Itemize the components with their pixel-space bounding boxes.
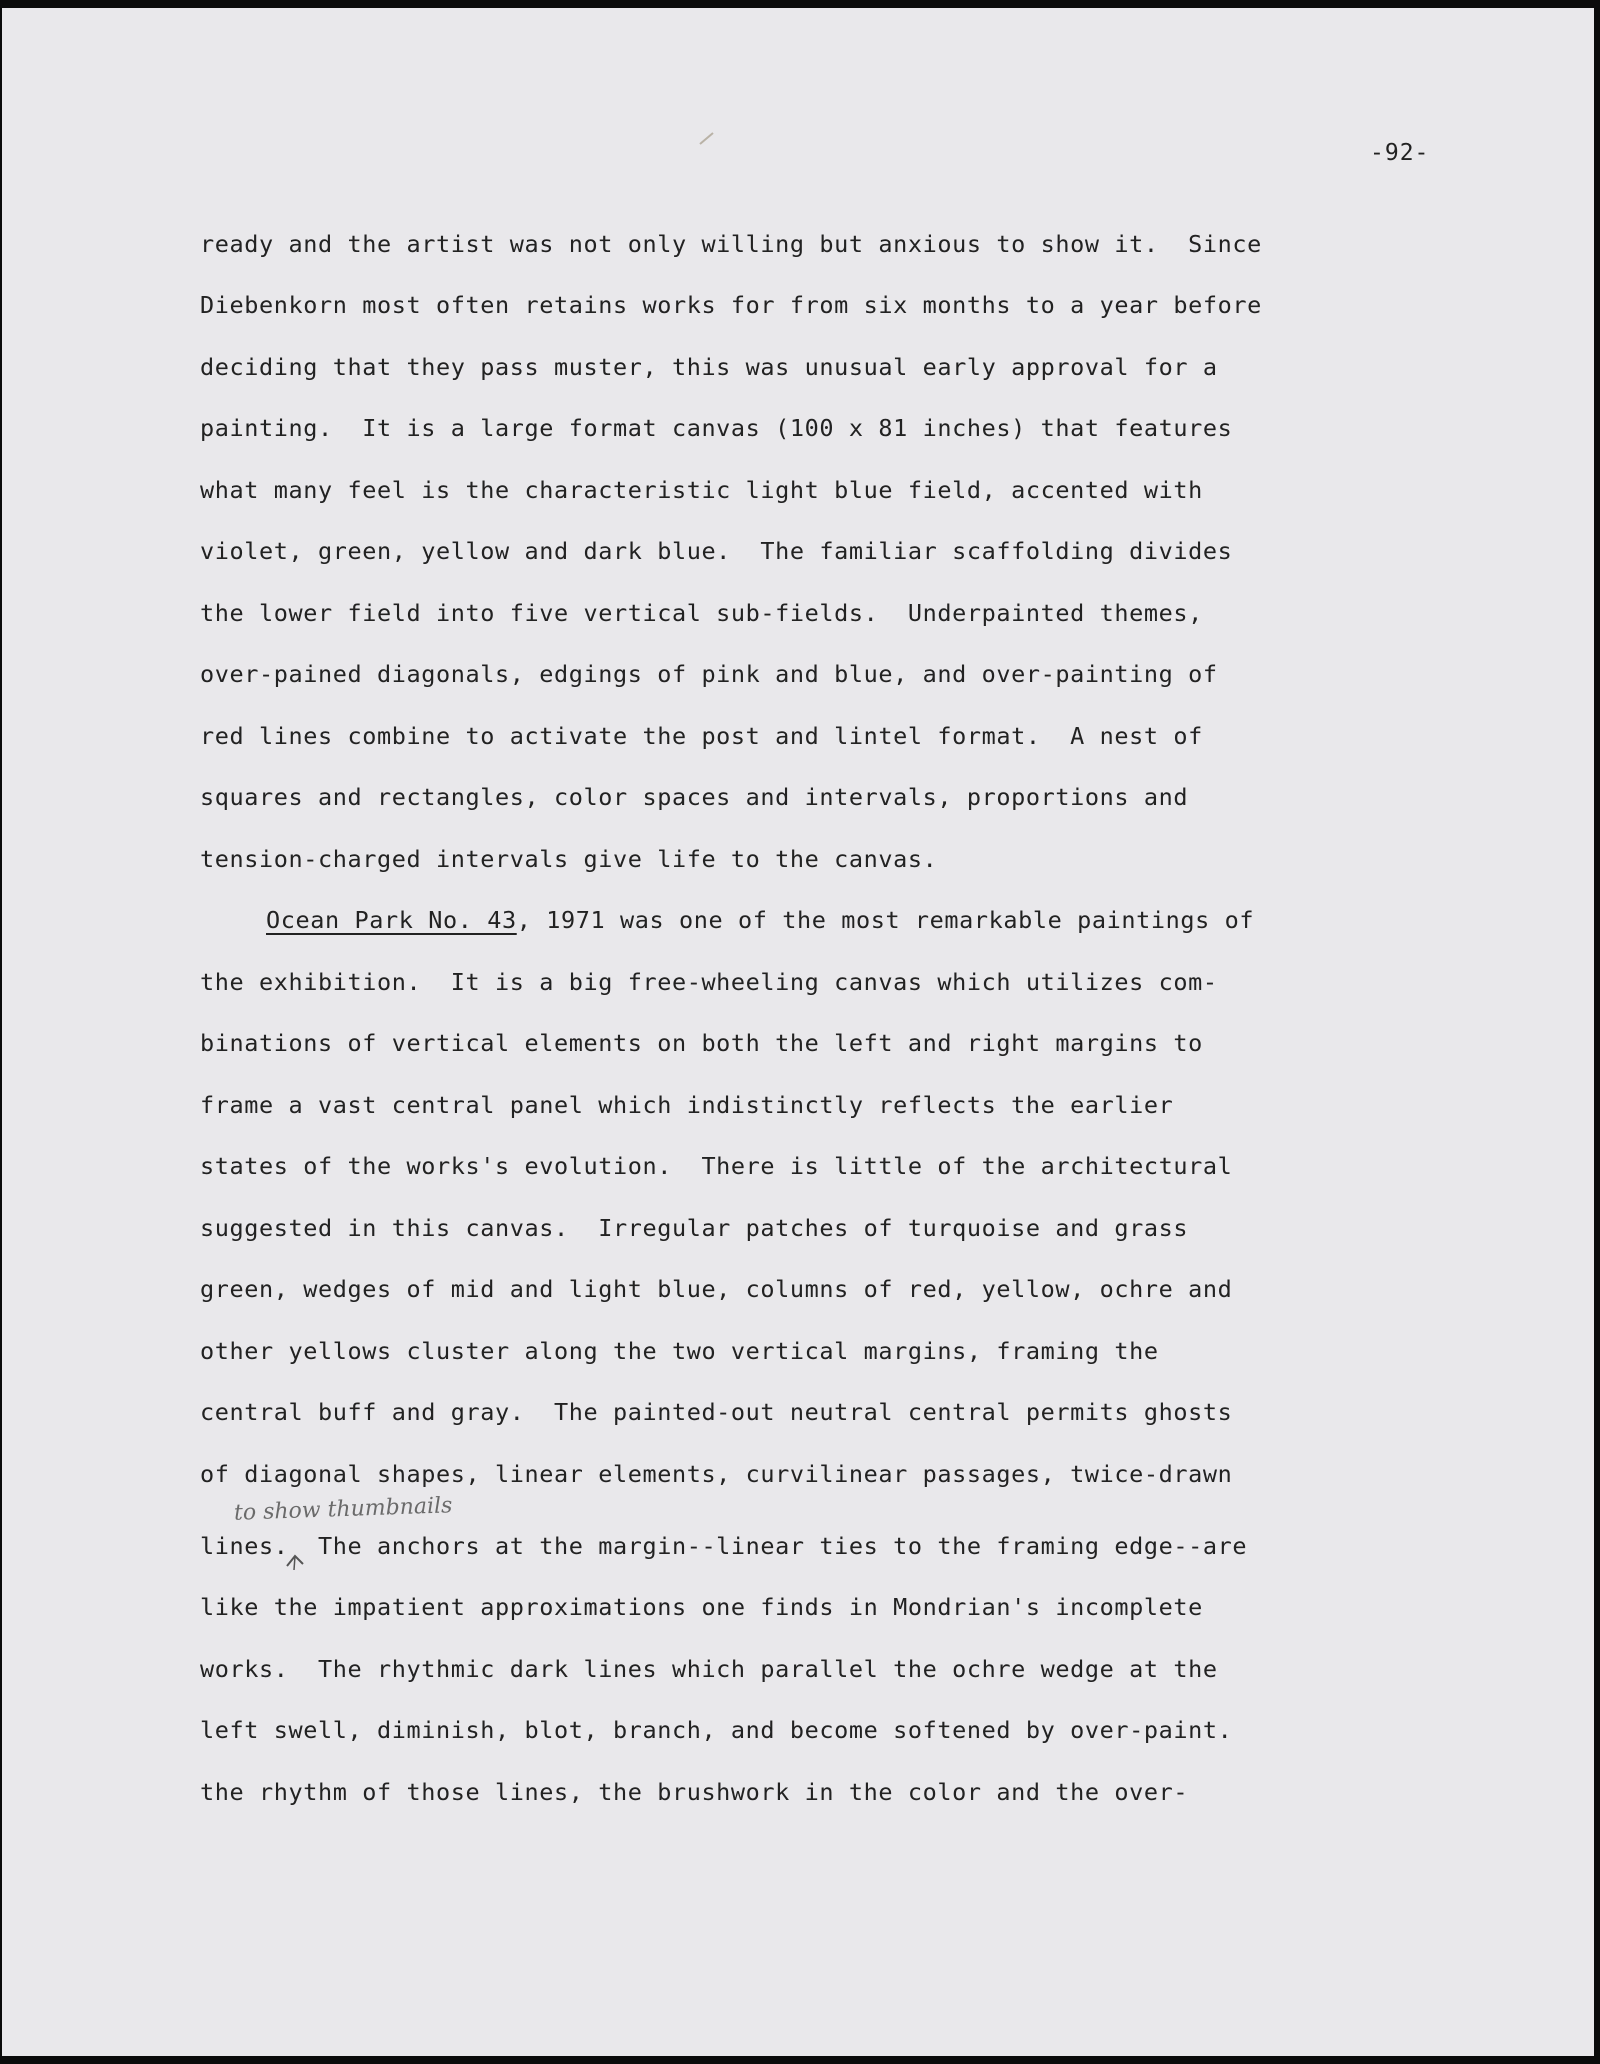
text-line: of diagonal shapes, linear elements, curvilinear passages, twice-drawn <box>200 1460 1233 1488</box>
text-line: deciding that they pass muster, this was unusual early approval for a <box>200 353 1218 381</box>
page-number: -92- <box>1370 140 1430 166</box>
pencil-mark-icon <box>698 130 716 146</box>
text-line: violet, green, yellow and dark blue. The familiar scaffolding divides <box>200 537 1233 565</box>
text-line: like the impatient approximations one finds in Mondrian's incomplete <box>200 1593 1203 1621</box>
text-line: painting. It is a large format canvas (100 x 81 inches) that features <box>200 414 1233 442</box>
text-line: left swell, diminish, blot, branch, and become softened by over-paint. <box>200 1716 1233 1744</box>
text-line: frame a vast central panel which indistinctly reflects the earlier <box>200 1091 1174 1119</box>
paragraph-first-line <box>266 906 1254 934</box>
text-segment: , 1971 was one of the most remarkable paintings of <box>516 906 1255 934</box>
painting-title: Ocean Park No. 43 <box>266 906 517 934</box>
text-line: other yellows cluster along the two vertical margins, framing the <box>200 1337 1159 1365</box>
text-line: ready and the artist was not only willing but anxious to show it. Since <box>200 230 1262 258</box>
text-line: what many feel is the characteristic light blue field, accented with <box>200 476 1203 504</box>
document-page <box>2 8 1594 2056</box>
text-line: squares and rectangles, color spaces and intervals, proportions and <box>200 783 1189 811</box>
text-line: lines. The anchors at the margin--linear ties to the framing edge--are <box>200 1532 1248 1560</box>
text-line: binations of vertical elements on both the left and right margins to <box>200 1029 1203 1057</box>
text-line: the exhibition. It is a big free-wheeling canvas which utilizes com- <box>200 968 1218 996</box>
caret-mark-icon <box>284 1548 308 1572</box>
text-line: green, wedges of mid and light blue, columns of red, yellow, ochre and <box>200 1275 1233 1303</box>
text-line: suggested in this canvas. Irregular patches of turquoise and grass <box>200 1214 1189 1242</box>
text-line: red lines combine to activate the post and lintel format. A nest of <box>200 722 1203 750</box>
text-line: Diebenkorn most often retains works for from six months to a year before <box>200 291 1262 319</box>
handwritten-insertion: to show thumbnails <box>233 1493 453 1526</box>
text-line: the lower field into five vertical sub-fields. Underpainted themes, <box>200 599 1203 627</box>
text-line: tension-charged intervals give life to the canvas. <box>200 845 938 873</box>
text-line: works. The rhythmic dark lines which parallel the ochre wedge at the <box>200 1655 1218 1683</box>
text-line: central buff and gray. The painted-out neutral central permits ghosts <box>200 1398 1233 1426</box>
text-line: the rhythm of those lines, the brushwork in the color and the over- <box>200 1778 1189 1806</box>
text-line: states of the works's evolution. There is little of the architectural <box>200 1152 1233 1180</box>
text-line: over-pained diagonals, edgings of pink and blue, and over-painting of <box>200 660 1218 688</box>
